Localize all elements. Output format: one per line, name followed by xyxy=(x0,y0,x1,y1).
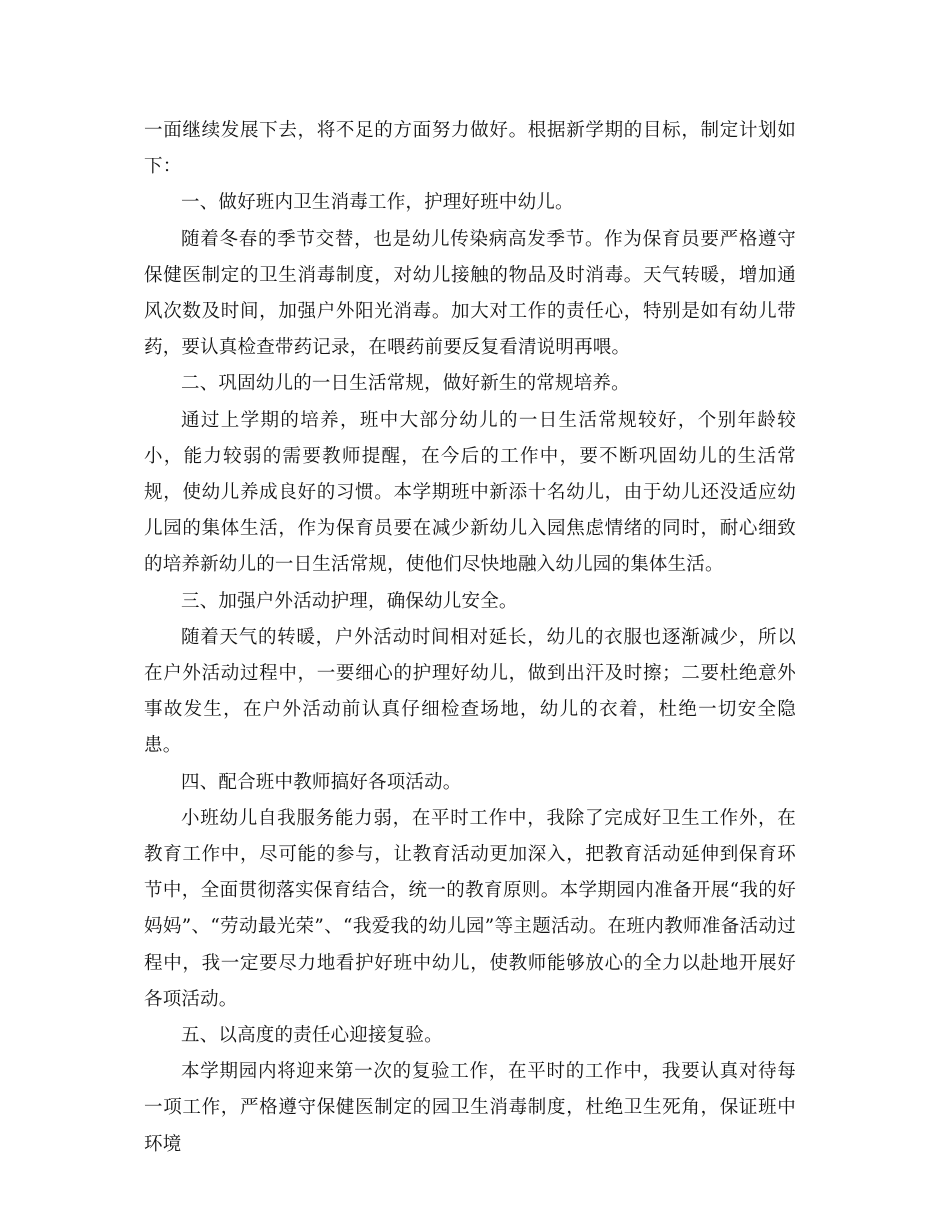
paragraph-body-5: 本学期园内将迎来第一次的复验工作，在平时的工作中，我要认真对待每一项工作，严格遵守保健医制定的园卫生消毒制度，杜绝卫生死角，保证班中环境 xyxy=(144,1061,796,1155)
section-heading-5: 五、以高度的责任心迎接复验。 xyxy=(181,1025,443,1047)
paragraph-continuation: 一面继续发展下去，将不足的方面努力做好。根据新学期的目标，制定计划如下： xyxy=(144,120,796,178)
section-heading-2: 二、巩固幼儿的一日生活常规，做好新生的常规培养。 xyxy=(181,373,630,395)
document-page xyxy=(144,113,796,1163)
section-heading-4: 四、配合班中教师搞好各项活动。 xyxy=(181,771,462,793)
paragraph-body-2: 通过上学期的培养，班中大部分幼儿的一日生活常规较好，个别年龄较小，能力较弱的需要教师提醒，在今后的工作中，要不断巩固幼儿的生活常规，使幼儿养成良好的习惯。本学期班中新添十名幼儿，由于幼儿还没适应幼儿园的集体生活，作为保育员要在减少新幼儿入园焦虑情绪的同时，耐心细致的培养新幼儿的一日生活常规，使他们尽快地融入幼儿园的集体生活。 xyxy=(144,409,796,576)
paragraph-body-3: 随着天气的转暖，户外活动时间相对延长，幼儿的衣服也逐渐减少，所以在户外活动过程中，一要细心的护理好幼儿，做到出汗及时擦；二要杜绝意外事故发生，在户外活动前认真仔细检查场地，幼儿的衣着，杜绝一切安全隐患。 xyxy=(144,626,796,757)
section-heading-1: 一、做好班内卫生消毒工作，护理好班中幼儿。 xyxy=(181,192,574,214)
paragraph-body-1: 随着冬春的季节交替，也是幼儿传染病高发季节。作为保育员要严格遵守保健医制定的卫生消毒制度，对幼儿接触的物品及时消毒。天气转暖，增加通风次数及时间，加强户外阳光消毒。加大对工作的责任心，特别是如有幼儿带药，要认真检查带药记录，在喂药前要反复看清说明再喂。 xyxy=(144,228,796,359)
paragraph-body-4: 小班幼儿自我服务能力弱，在平时工作中，我除了完成好卫生工作外，在教育工作中，尽可能的参与，让教育活动更加深入，把教育活动延伸到保育环节中，全面贯彻落实保育结合，统一的教育原则。本学期园内准备开展“我的好妈妈”、“劳动最光荣”、“我爱我的幼儿园”等主题活动。在班内教师准备活动过程中，我一定要尽力地看护好班中幼儿，使教师能够放心的全力以赴地开展好各项活动。 xyxy=(144,807,796,1010)
section-heading-3: 三、加强户外活动护理，确保幼儿安全。 xyxy=(181,590,518,612)
